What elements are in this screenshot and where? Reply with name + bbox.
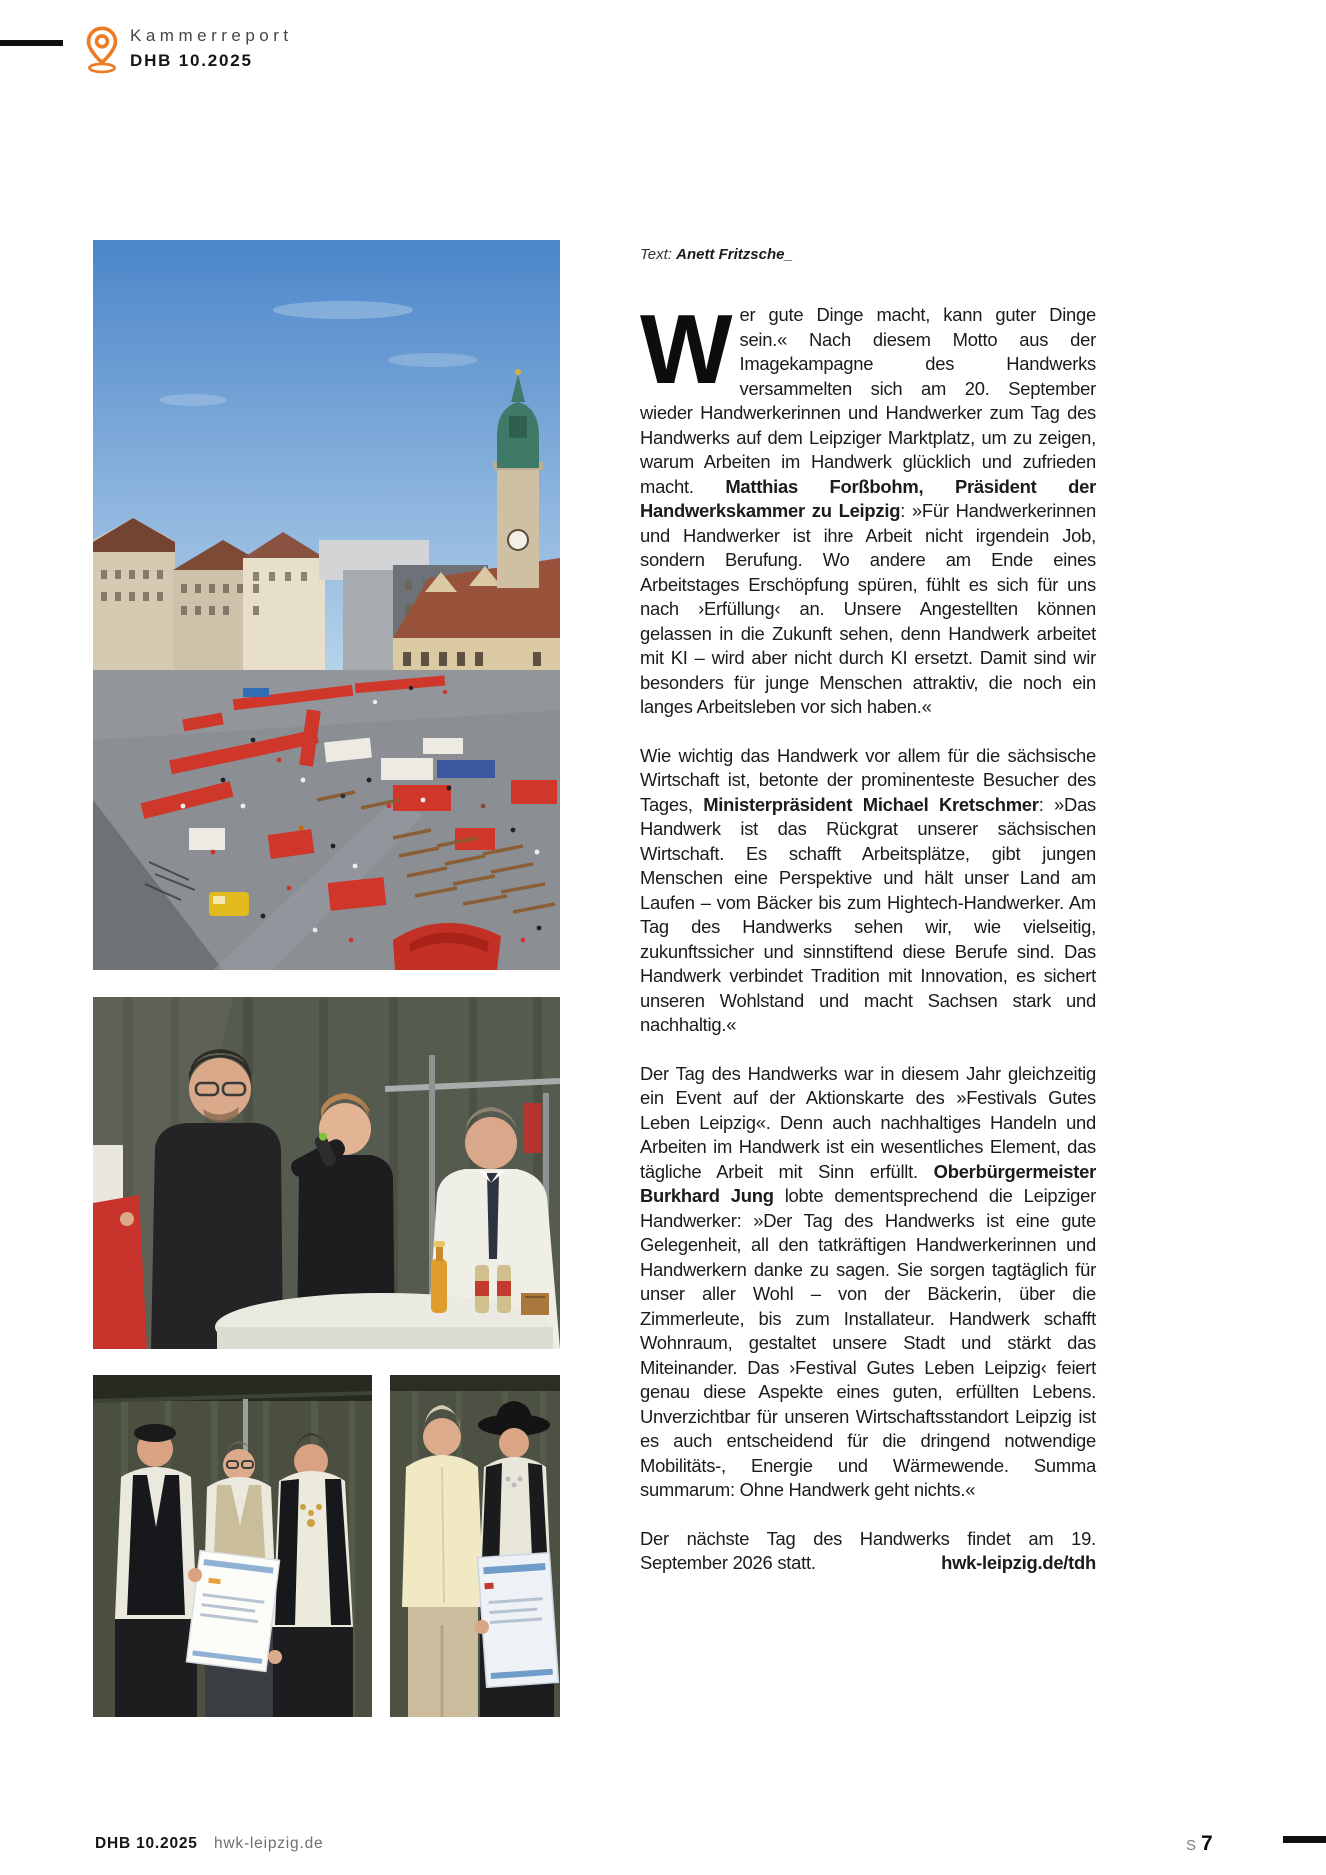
photo-award-group-right xyxy=(390,1375,560,1717)
byline-prefix: Text: xyxy=(640,246,672,263)
paragraph-text: Der Tag des Handwerks war in diesem Jahr gleichzeitig ein Event auf der Aktionskarte des »Festivals Gutes Leben Leipzig«. Denn auch nachhaltiges Handeln und Arbeiten im Handwerk ist ein wesentliches Element, das tägliche Arbeit mit Sinn erfüllt. xyxy=(640,1062,1096,1182)
page-prefix: S xyxy=(1186,1837,1197,1854)
paragraph-2 xyxy=(640,744,1096,1038)
photo-marktplatz-aerial xyxy=(93,240,560,970)
paragraph-text: er gute Dinge macht, kann guter Dinge sein.« Nach diesem Motto aus der Imagekampagne des Handwerks versammelten sich am 20. September wieder Handwerkerinnen und Handwerker zum Tag des Handwerks auf dem Leipziger Marktplatz, um zu zeigen, warum Arbeiten im Handwerk glücklich und zufrieden macht. xyxy=(640,304,1096,497)
bold-run: Ministerpräsident Michael Kretschmer xyxy=(703,793,1039,815)
closing-paragraph xyxy=(640,1527,1096,1576)
paragraph-text: : »Für Handwerkerinnen und Handwerker ist ihre Arbeit nicht irgendein Job, sondern Berufung. Wo andere am Ende eines Arbeitstages Erschöpfung spüren, fühlt es sich für uns nach ›Erfüllung‹ an. Unsere Angestellten können gelassen in die Zukunft sehen, denn Handwerk arbeitet mit KI – wird aber nicht durch KI ersetzt. Damit sind wir besonders für junge Menschen attraktiv, die noch ein langes Arbeitsleben vor sich haben.« xyxy=(640,500,1096,717)
photo-award-group-left xyxy=(93,1375,372,1717)
paragraph-text: Wie wichtig das Handwerk vor allem für die sächsische Wirtschaft ist, betonte der prominenteste Besucher des Tages, xyxy=(640,744,1096,815)
paragraph-text: : »Das Handwerk ist das Rückgrat unserer sächsischen Wirtschaft. Es schafft Arbeitsplätze, gibt jungen Menschen eine Perspektive und hält unser Land am Laufen – vom Bäcker bis zum Hightech-Handwerker. Am Tag des Handwerks sehen wir, wie vielseitig, zukunftssicher und sinnstiftend diese Berufe sind. Das Handwerk verbindet Tradition mit Innovation, es sichert unseren Wohlstand und macht Sachsen stark und nachhaltig.« xyxy=(640,793,1096,1035)
page-digit: 7 xyxy=(1201,1832,1213,1855)
byline-author: Anett Fritzsche_ xyxy=(676,246,793,263)
bold-run: Oberbürgermeister Burkhard Jung xyxy=(640,1160,1096,1206)
tdh-url: hwk-leipzig.de/tdh xyxy=(941,1552,1096,1573)
photo-column xyxy=(93,240,560,1717)
marktplatz-aerial-illustration xyxy=(93,240,560,970)
dropcap: W xyxy=(640,294,728,404)
paragraph-1 xyxy=(640,294,1096,720)
page-header xyxy=(84,24,293,74)
footer-site: hwk-leipzig.de xyxy=(214,1835,324,1852)
footer-issue: DHB 10.2025 xyxy=(95,1835,198,1852)
paragraph-3 xyxy=(640,1062,1096,1503)
page-footer xyxy=(0,1832,1326,1858)
photo-row xyxy=(93,1375,560,1717)
paragraph-text: lobte dementsprechend die Leipziger Handwerker: »Der Tag des Handwerks ist eine gute Gelegenheit, all den tatkräftigen Handwerkerinnen und Handwerkern danke zu sagen. Sie sorgen tagtäglich für unser aller Wohl – von der Bäckerin, über die Zimmerleute, bis zum Installateur. Handwerk schafft Wohnraum, gestaltet unsere Stadt und stärkt das Miteinander. Das ›Festival Gutes Leben Leipzig‹ feiert genau diese Aspekte eines guten, erfüllten Lebens. Unverzichtbar für unseren Wirtschaftsstandort Leipzig ist es auch entscheidend für die dringend notwendige Mobilitäts-, Energie und Wärmewende. Summa summarum: Ohne Handwerk geht nichts.« xyxy=(640,1185,1097,1500)
map-pin-icon xyxy=(84,24,120,74)
section-title: Kammerreport xyxy=(130,26,293,45)
bottom-right-rule xyxy=(1283,1836,1326,1843)
stage-interview-illustration xyxy=(93,997,560,1349)
bold-run: Matthias Forßbohm, Präsident der Handwerkskammer zu Leipzig xyxy=(640,475,1096,521)
photo-stage-interview xyxy=(93,997,560,1349)
paragraph-text: Der nächste Tag des Handwerks findet am 19. September 2026 statt. xyxy=(640,1527,1096,1573)
top-left-rule xyxy=(0,40,63,46)
byline xyxy=(640,246,1096,263)
article-body xyxy=(640,246,1096,1576)
page-number xyxy=(1186,1832,1213,1856)
header-text xyxy=(130,24,293,71)
award-group-left-illustration xyxy=(93,1375,372,1717)
issue-label: DHB 10.2025 xyxy=(130,51,253,70)
award-group-right-illustration xyxy=(390,1375,560,1717)
